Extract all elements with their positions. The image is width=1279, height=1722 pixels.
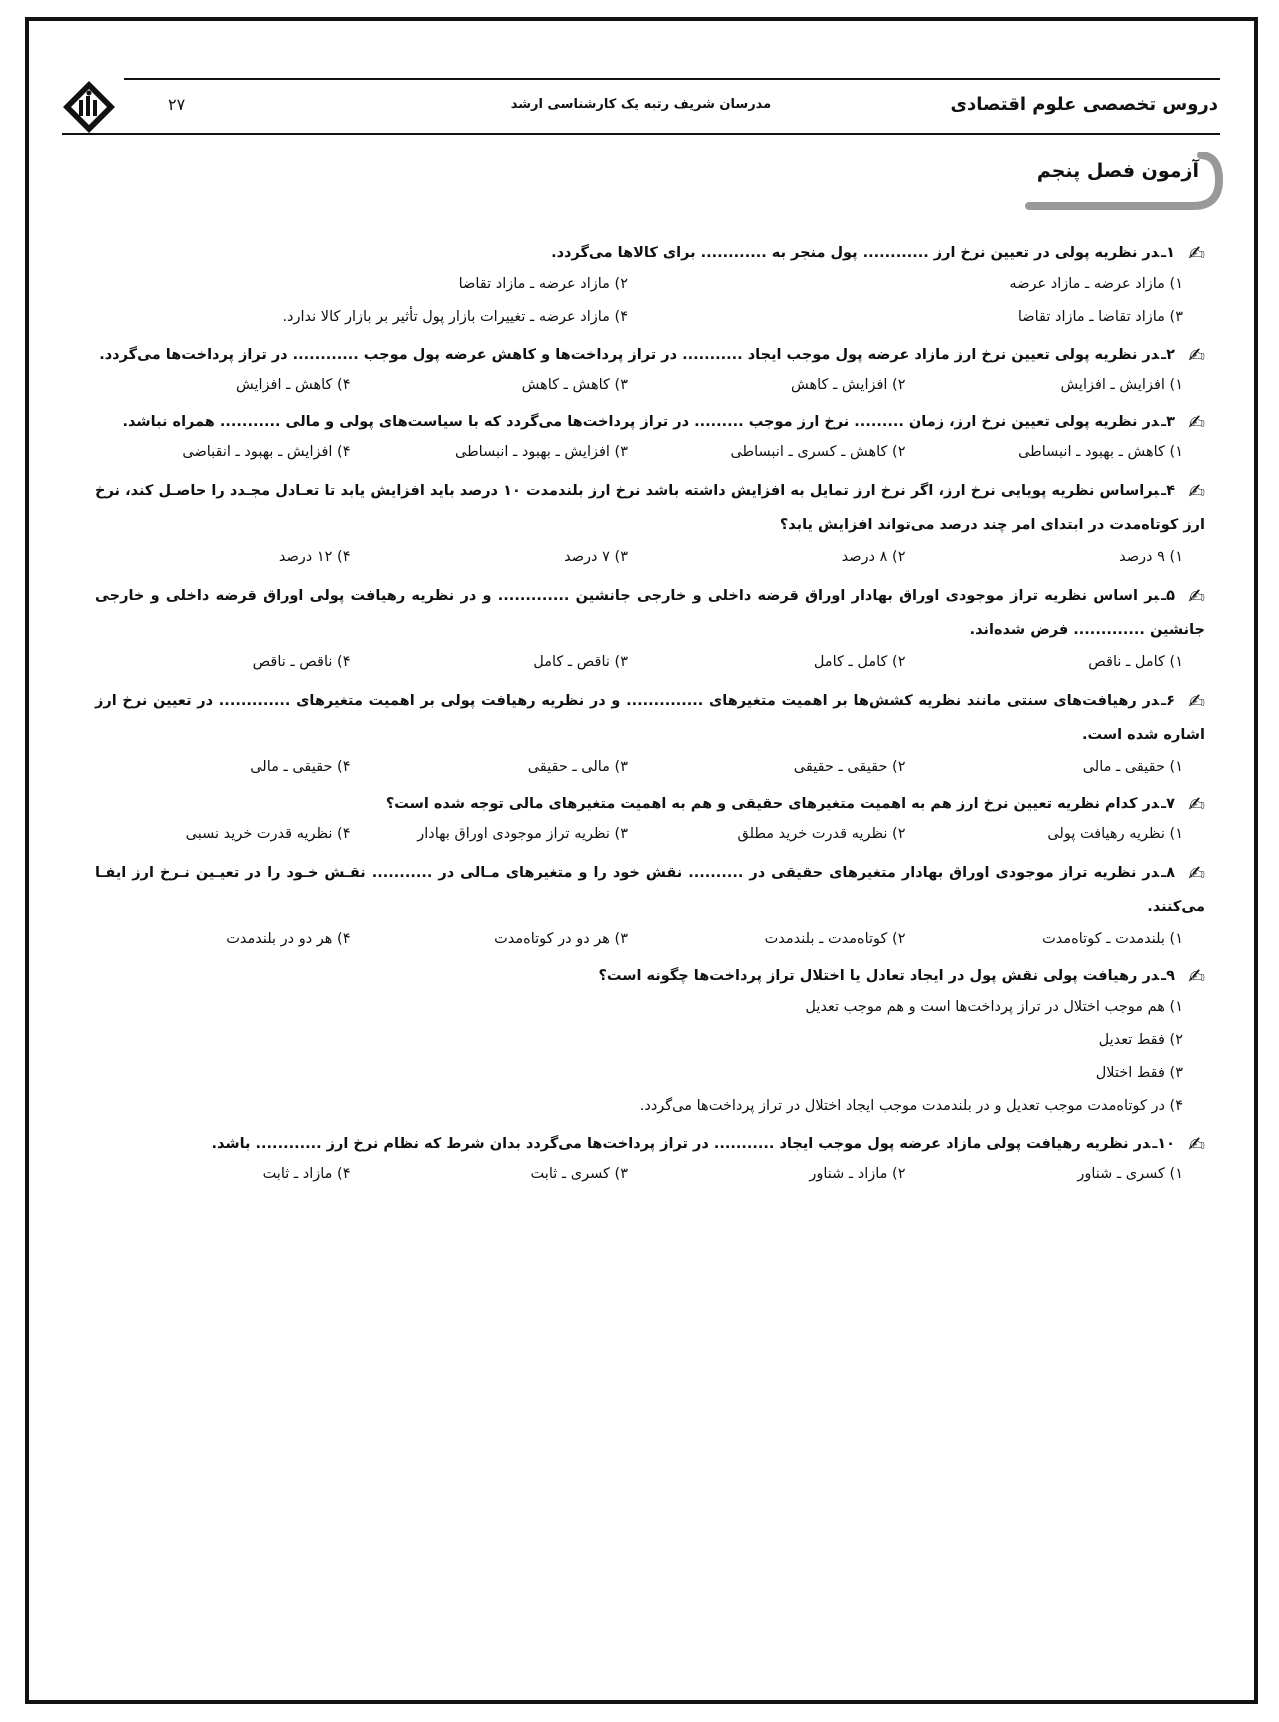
question-text: در نظریه پولی تعیین نرخ ارز، زمان ......... نرخ ارز موجب ......... در تراز پرداخت‌ها می‌گردد که با سیاست‌های پولی و مالی ........... همراه نباشد. [122,414,1160,430]
question-stem [95,407,1205,437]
question-4 [95,474,1205,573]
question-7 [95,789,1205,850]
option-3[interactable]: ۳) هر دو در کوتاه‌مدت [494,931,628,947]
question-10 [95,1129,1205,1190]
question-number: ۲ـ [1161,347,1175,363]
answer-options [95,437,1205,468]
chapter-title: آزمون فصل پنجم [1036,160,1199,182]
pencil-icon: ✍ [1188,1132,1205,1156]
option-4[interactable]: ۴) هر دو در بلندمدت [226,931,351,947]
option-4[interactable]: ۴) مازاد ـ ثابت [262,1166,351,1182]
question-text: در رهیافت پولی نقش پول در ایجاد تعادل یا اختلال تراز پرداخت‌ها چگونه است؟ [598,968,1160,984]
option-4[interactable]: ۴) نظریه قدرت خرید نسبی [185,826,351,842]
question-stem [95,789,1205,819]
pencil-icon: ✍ [1188,792,1205,816]
question-stem [95,684,1205,752]
question-stem [95,474,1205,542]
option-1[interactable]: ۱) کاهش ـ بهبود ـ انبساطی [1018,444,1183,460]
question-stem [95,238,1205,268]
option-1[interactable]: ۱) ۹ درصد [1119,549,1183,565]
answer-options [95,542,1205,573]
option-1[interactable]: ۱) حقیقی ـ مالی [1082,759,1183,775]
chapter-title-tab [1023,152,1223,210]
option-2[interactable]: ۲) مازاد ـ شناور [809,1166,906,1182]
option-1[interactable]: ۱) نظریه رهیافت پولی [1047,826,1183,842]
question-number: ۷ـ [1161,796,1175,812]
option-2[interactable]: ۲) نظریه قدرت خرید مطلق [737,826,906,842]
question-stem [95,856,1205,924]
question-stem [95,579,1205,647]
option-2[interactable]: ۲) حقیقی ـ حقیقی [793,759,906,775]
option-2[interactable]: ۲) ۸ درصد [841,549,906,565]
publisher-logo-icon [62,80,116,134]
page-number: ۲۷ [168,95,186,114]
question-number: ۶ـ [1161,693,1175,709]
pencil-icon: ✍ [1188,584,1205,608]
option-1[interactable]: ۱) کامل ـ ناقص [1088,654,1183,670]
pencil-icon: ✍ [1188,241,1205,265]
question-text: بر اساس نظریه تراز موجودی اوراق بهادار اوراق قرضه داخلی و خارجی جانشین ............. و در نظریه رهیافت پولی اوراق قرضه داخلی و خارجی جانشین ............. فرض شده‌اند. [95,588,1205,638]
question-number: ۸ـ [1161,865,1175,881]
question-number: ۹ـ [1161,968,1175,984]
question-3 [95,407,1205,468]
option-3[interactable]: ۳) کسری ـ ثابت [530,1166,628,1182]
question-6 [95,684,1205,783]
option-2[interactable]: ۲) کاهش ـ کسری ـ انبساطی [730,444,906,460]
question-stem [95,1129,1205,1159]
question-text: در نظریه پولی تعیین نرخ ارز مازاد عرضه پول موجب ایجاد ........... در تراز پرداخت‌ها و کاهش عرضه پول موجب ............ در تراز پرداخت‌ها می‌گردد. [99,347,1160,363]
option-2[interactable]: ۲) فقط تعدیل [1098,1032,1183,1048]
question-text: براساس نظریه پویایی نرخ ارز، اگر نرخ ارز تمایل به افزایش داشته باشد نرخ ارز بلندمدت ۱۰ درصد باید افزایش یابد تا تعـادل مجـدد را حاصـل کند، نرخ ارز کوتاه‌مدت در ابتدای امر چند درصد می‌تواند افزایش یابد؟ [95,483,1205,533]
publisher-name: مدرسان شریف رتبه یک کارشناسی ارشد [510,97,772,112]
question-stem [95,961,1205,991]
option-1[interactable]: ۱) کسری ـ شناور [1077,1166,1183,1182]
option-1[interactable]: ۱) مازاد عرضه ـ مازاد عرضه [1009,276,1183,292]
option-4[interactable]: ۴) ۱۲ درصد [278,549,351,565]
pencil-icon: ✍ [1188,410,1205,434]
option-4[interactable]: ۴) کاهش ـ افزایش [236,377,351,393]
question-number: ۵ـ [1161,588,1175,604]
question-number: ۴ـ [1161,483,1175,499]
option-4[interactable]: ۴) در کوتاه‌مدت موجب تعدیل و در بلندمدت موجب ایجاد اختلال در تراز پرداخت‌ها می‌گردد. [639,1098,1183,1114]
question-2 [95,340,1205,401]
pencil-icon: ✍ [1188,689,1205,713]
question-5 [95,579,1205,678]
question-text: در نظریه پولی در تعیین نرخ ارز ............ پول منجر به ............ برای کالاها می‌گردد. [551,245,1160,261]
question-text: در کدام نظریه تعیین نرخ ارز هم به اهمیت متغیرهای حقیقی و هم به اهمیت متغیرهای مالی توجه شده است؟ [385,796,1160,812]
question-8 [95,856,1205,955]
answer-options [95,752,1205,783]
answer-options [95,647,1205,678]
question-text: در نظریه تراز موجودی اوراق بهادار متغیرهای حقیقی در .......... نقش خود را و متغیرهای مـالی در ........... نقـش خـود را در تعیـین نـرخ ارز ایفـا می‌کنند. [95,865,1205,915]
book-title: دروس تخصصی علوم اقتصادی [950,94,1218,115]
question-text: در رهیافت‌های سنتی مانند نظریه کشش‌ها بر اهمیت متغیرهای .............. و در نظریه رهیافت پولی بر اهمیت متغیرهای ............. در تعیین نرخ ارز اشاره شده است. [95,693,1205,743]
option-2[interactable]: ۲) افزایش ـ کاهش [791,377,906,393]
option-2[interactable]: ۲) کوتاه‌مدت ـ بلندمدت [764,931,906,947]
question-number: ۱ـ [1161,245,1175,261]
answer-options [95,1159,1205,1190]
answer-options [95,819,1205,850]
question-stem [95,340,1205,370]
question-text: در نظریه رهیافت پولی مازاد عرضه پول موجب ایجاد ........... در تراز پرداخت‌ها می‌گردد بدان شرط که نظام نرخ ارز ............ باشد. [211,1136,1151,1152]
option-3[interactable]: ۳) ۷ درصد [564,549,628,565]
option-1[interactable]: ۱) افزایش ـ افزایش [1060,377,1183,393]
question-1 [95,238,1205,334]
option-3[interactable]: ۳) مالی ـ حقیقی [527,759,628,775]
header-rule-bottom [62,133,1220,135]
page-header [62,78,1220,136]
option-4[interactable]: ۴) مازاد عرضه ـ تغییرات بازار پول تأثیر بر بازار کالا ندارد. [282,309,628,325]
answer-options [95,991,1205,1123]
option-3[interactable]: ۳) نظریه تراز موجودی اوراق بهادار [417,826,628,842]
option-3[interactable]: ۳) افزایش ـ بهبود ـ انبساطی [455,444,628,460]
option-1[interactable]: ۱) هم موجب اختلال در تراز پرداخت‌ها است و هم موجب تعدیل [805,999,1183,1015]
header-rule-top [124,78,1220,80]
option-3[interactable]: ۳) مازاد تقاضا ـ مازاد تقاضا [1017,309,1183,325]
option-3[interactable]: ۳) فقط اختلال [1095,1065,1183,1081]
pencil-icon: ✍ [1188,861,1205,885]
option-4[interactable]: ۴) حقیقی ـ مالی [250,759,351,775]
answer-options [95,268,1205,334]
question-9 [95,961,1205,1123]
question-list [95,238,1205,1196]
option-1[interactable]: ۱) بلندمدت ـ کوتاه‌مدت [1042,931,1183,947]
option-3[interactable]: ۳) کاهش ـ کاهش [521,377,628,393]
option-2[interactable]: ۲) مازاد عرضه ـ مازاد تقاضا [458,276,628,292]
option-4[interactable]: ۴) افزایش ـ بهبود ـ انقباضی [182,444,351,460]
pencil-icon: ✍ [1188,964,1205,988]
option-2[interactable]: ۲) کامل ـ کامل [813,654,906,670]
option-3[interactable]: ۳) ناقص ـ کامل [533,654,628,670]
question-number: ۳ـ [1161,414,1175,430]
answer-options [95,370,1205,401]
answer-options [95,924,1205,955]
pencil-icon: ✍ [1188,479,1205,503]
option-4[interactable]: ۴) ناقص ـ ناقص [252,654,351,670]
question-number: ۱۰ـ [1152,1136,1175,1152]
pencil-icon: ✍ [1188,343,1205,367]
